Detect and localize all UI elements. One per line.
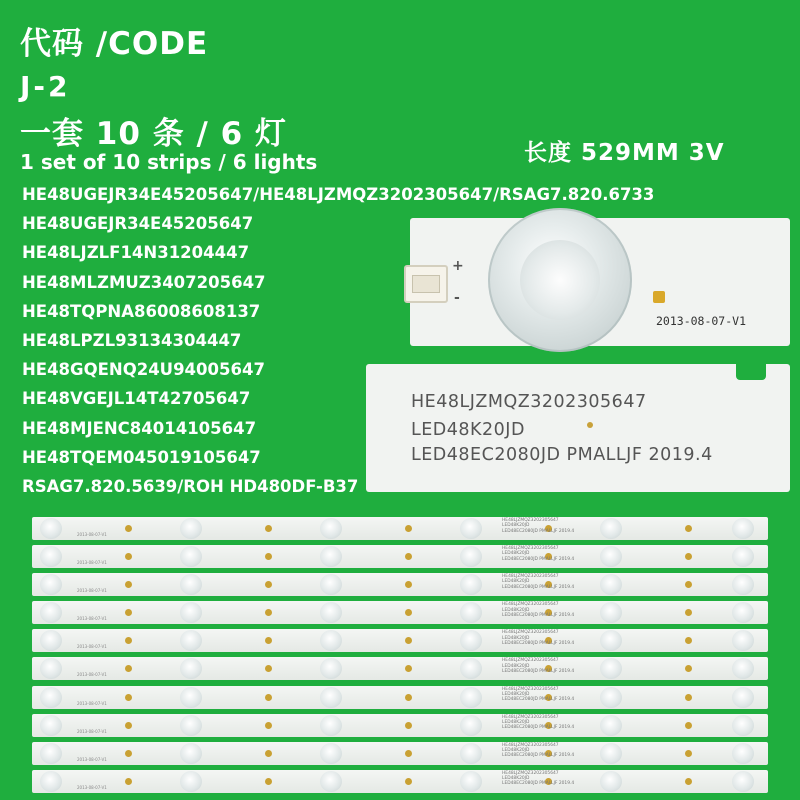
code-id: J-2: [20, 70, 71, 103]
strip-led-lens: [600, 658, 622, 679]
code-label: 代码 /CODE: [20, 26, 209, 62]
led-strip: [32, 573, 768, 596]
strip-solder-pad: [265, 665, 272, 672]
model-item: HE48GQENQ24U94005647: [22, 360, 265, 380]
strip-solder-pad: [405, 665, 412, 672]
strip-solder-pad: [265, 609, 272, 616]
strip-printed-label: HE48LJZMQZ3202305647 LED48K20JD LED48EC2080JD PMALLJF 2019.4: [502, 658, 575, 675]
strip-led-lens: [600, 630, 622, 651]
strip-led-lens: [320, 771, 342, 792]
led-lens-inner: [520, 240, 600, 320]
strip-led-lens: [732, 658, 754, 679]
strip-led-lens: [732, 574, 754, 595]
length-voltage-spec: 长度 529MM 3V: [524, 140, 725, 166]
strip-led-lens: [320, 518, 342, 539]
strip-solder-pad: [125, 778, 132, 785]
strip-led-lens: [320, 658, 342, 679]
strip-led-lens: [600, 602, 622, 623]
strip-printed-label: HE48LJZMQZ3202305647 LED48K20JD LED48EC2080JD PMALLJF 2019.4: [502, 714, 575, 731]
strip-led-lens: [40, 687, 62, 708]
strip-led-lens: [180, 518, 202, 539]
model-item: HE48UGEJR34E45205647: [22, 214, 254, 234]
model-item: HE48TQPNA86008608137: [22, 301, 261, 321]
strip-printed-label: HE48LJZMQZ3202305647 LED48K20JD LED48EC2080JD PMALLJF 2019.4: [502, 742, 575, 759]
strip-led-lens: [460, 630, 482, 651]
strip-solder-pad: [685, 553, 692, 560]
strip-solder-pad: [265, 553, 272, 560]
strip-led-lens: [180, 771, 202, 792]
led-strip: [32, 545, 768, 568]
strip-led-lens: [180, 546, 202, 567]
power-connector: [404, 265, 448, 303]
strip-led-lens: [320, 687, 342, 708]
strip-led-lens: [732, 743, 754, 764]
strip-led-lens: [40, 743, 62, 764]
strip-led-lens: [460, 743, 482, 764]
strip-led-lens: [732, 630, 754, 651]
strip-led-lens: [320, 574, 342, 595]
led-strip: [32, 629, 768, 652]
strip-solder-pad: [685, 581, 692, 588]
strip-led-lens: [180, 715, 202, 736]
strip-solder-pad: [405, 750, 412, 757]
led-strip: [32, 686, 768, 709]
model-item: RSAG7.820.5639/ROH HD480DF-B37: [22, 477, 359, 497]
strip-led-lens: [732, 771, 754, 792]
strip-date-label: 2013-08-07-V1: [77, 532, 107, 537]
strip-led-lens: [460, 771, 482, 792]
strip-solder-pad: [685, 609, 692, 616]
model-item: HE48VGEJL14T42705647: [22, 389, 251, 409]
strip-date-label: 2013-08-07-V1: [77, 588, 107, 594]
strip-solder-pad: [685, 637, 692, 644]
strip-date-label: 2013-08-07-V1: [77, 644, 107, 650]
strip-date-label: 2013-08-07-V1: [77, 784, 107, 790]
strip-solder-pad: [405, 694, 412, 701]
strip-printed-label: HE48LJZMQZ3202305647 LED48K20JD LED48EC2080JD PMALLJF 2019.4: [502, 574, 575, 590]
strip-solder-pad: [685, 778, 692, 785]
strip-solder-pad: [405, 525, 412, 532]
strip-date-label: 2013-08-07-V1: [77, 728, 107, 734]
strip-printed-label: HE48LJZMQZ3202305647 LED48K20JD LED48EC2080JD PMALLJF 2019.4: [502, 770, 575, 787]
strip-led-lens: [600, 518, 622, 539]
strip-led-lens: [600, 546, 622, 567]
strip-date-label: 2013-08-07-V1: [77, 560, 107, 566]
set-description-en: 1 set of 10 strips / 6 lights: [20, 150, 318, 174]
strip-solder-pad: [265, 694, 272, 701]
strip-led-lens: [732, 687, 754, 708]
strip-solder-pad: [125, 609, 132, 616]
strip-solder-pad: [685, 694, 692, 701]
strip-solder-pad: [265, 722, 272, 729]
strip-solder-pad: [125, 525, 132, 532]
strip-solder-pad: [265, 525, 272, 532]
strip-led-lens: [180, 630, 202, 651]
strip-led-lens: [40, 715, 62, 736]
strip-solder-pad: [685, 665, 692, 672]
led-strip: [32, 742, 768, 765]
strip-led-lens: [600, 715, 622, 736]
strip-led-lens: [320, 715, 342, 736]
strip-solder-pad: [125, 750, 132, 757]
model-item: HE48MLZMUZ3407205647: [22, 272, 266, 292]
strip-led-lens: [180, 574, 202, 595]
strip-led-lens: [320, 546, 342, 567]
pcb-label-line-1: HE48LJZMQZ3202305647: [411, 392, 647, 412]
strip-solder-pad: [125, 694, 132, 701]
strip-printed-label: HE48LJZMQZ3202305647 LED48K20JD LED48EC2080JD PMALLJF 2019.4: [502, 686, 575, 703]
strip-led-lens: [732, 715, 754, 736]
strip-solder-pad: [685, 525, 692, 532]
strip-led-lens: [40, 630, 62, 651]
strip-solder-pad: [125, 637, 132, 644]
strip-solder-pad: [405, 581, 412, 588]
strip-led-lens: [40, 771, 62, 792]
plus-marking: +: [452, 258, 464, 274]
strip-notch: [736, 364, 766, 380]
strip-led-lens: [320, 630, 342, 651]
strip-solder-pad: [405, 722, 412, 729]
strip-printed-label: HE48LJZMQZ3202305647 LED48K20JD LED48EC2080JD PMALLJF 2019.4: [502, 630, 575, 646]
strip-led-lens: [40, 574, 62, 595]
strip-solder-pad: [125, 665, 132, 672]
strip-solder-pad: [125, 553, 132, 560]
strip-led-lens: [460, 687, 482, 708]
strip-led-lens: [460, 546, 482, 567]
strip-led-lens: [600, 771, 622, 792]
strip-led-lens: [732, 546, 754, 567]
strip-solder-pad: [265, 778, 272, 785]
strip-solder-pad: [685, 750, 692, 757]
strip-led-lens: [320, 602, 342, 623]
strip-printed-label: HE48LJZMQZ3202305647 LED48K20JD LED48EC2080JD PMALLJF 2019.4: [502, 546, 575, 562]
strip-led-lens: [180, 743, 202, 764]
strip-date-label: 2013-08-07-V1: [77, 700, 107, 706]
strip-solder-pad: [405, 609, 412, 616]
strip-led-lens: [180, 687, 202, 708]
strip-led-lens: [40, 518, 62, 539]
strip-solder-pad: [125, 722, 132, 729]
strip-printed-label: HE48LJZMQZ3202305647 LED48K20JD LED48EC2080JD PMALLJF 2019.4: [502, 518, 575, 534]
strip-solder-pad: [405, 778, 412, 785]
strip-led-lens: [460, 518, 482, 539]
strip-led-lens: [180, 658, 202, 679]
solder-pad: [653, 291, 665, 303]
model-item: HE48LPZL93134304447: [22, 331, 242, 351]
strip-solder-pad: [125, 581, 132, 588]
strip-led-lens: [460, 574, 482, 595]
strip-solder-pad: [685, 722, 692, 729]
strip-led-lens: [600, 574, 622, 595]
led-strip: [32, 601, 768, 624]
strip-led-lens: [600, 687, 622, 708]
led-strip: [32, 770, 768, 793]
pcb-date-label: 2013-08-07-V1: [656, 314, 747, 328]
led-strip: [32, 657, 768, 680]
strip-led-lens: [460, 658, 482, 679]
led-strip: [32, 714, 768, 737]
model-item: HE48TQEM045019105647: [22, 447, 261, 467]
strip-led-lens: [180, 602, 202, 623]
strip-led-lens: [732, 602, 754, 623]
strip-led-lens: [460, 715, 482, 736]
strip-led-lens: [40, 658, 62, 679]
strip-date-label: 2013-08-07-V1: [77, 616, 107, 622]
strip-solder-pad: [265, 637, 272, 644]
model-item: HE48UGEJR34E45205647/HE48LJZMQZ3202305647/RSAG7.820.6733: [22, 185, 655, 204]
strip-solder-pad: [405, 553, 412, 560]
set-description-cn: 一套 10 条 / 6 灯: [20, 116, 287, 152]
strip-solder-pad: [265, 581, 272, 588]
strip-date-label: 2013-08-07-V1: [77, 756, 107, 762]
strip-solder-pad: [265, 750, 272, 757]
strip-solder-pad: [405, 637, 412, 644]
model-item: HE48MJENC84014105647: [22, 418, 257, 438]
pcb-label-line-2: LED48K20JD: [411, 420, 525, 440]
strip-printed-label: HE48LJZMQZ3202305647 LED48K20JD LED48EC2080JD PMALLJF 2019.4: [502, 602, 575, 618]
solder-dot: [587, 422, 593, 428]
strip-led-lens: [732, 518, 754, 539]
strip-led-lens: [40, 602, 62, 623]
model-item: HE48LJZLF14N31204447: [22, 243, 250, 263]
led-strip: [32, 517, 768, 540]
strip-led-lens: [460, 602, 482, 623]
strip-led-lens: [320, 743, 342, 764]
led-strips-group: [32, 517, 768, 798]
minus-marking: -: [454, 290, 460, 306]
pcb-label-line-3: LED48EC2080JD PMALLJF 2019.4: [411, 445, 713, 465]
strip-led-lens: [40, 546, 62, 567]
strip-date-label: 2013-08-07-V1: [77, 672, 107, 678]
strip-led-lens: [600, 743, 622, 764]
